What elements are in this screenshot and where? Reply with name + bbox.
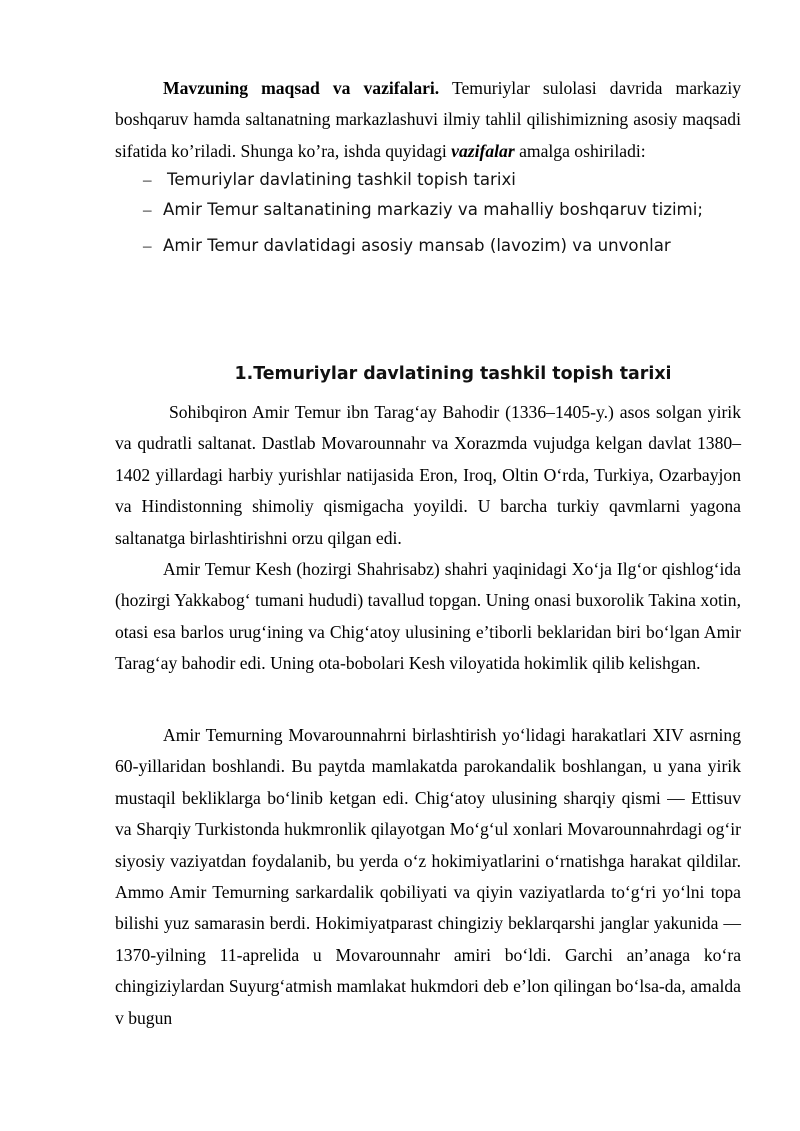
bullet-dash: – bbox=[143, 236, 152, 255]
task-item-label: Temuriylar davlatining tashkil topish tarixi bbox=[167, 170, 516, 189]
task-item bbox=[143, 200, 703, 236]
section-heading: 1.Temuriylar davlatining tashkil topish tarixi bbox=[234, 364, 672, 384]
body-paragraph: Sohibqiron Amir Temur ibn Tarag‘ay Bahodir (1336–1405-y.) asos solgan yirik va qudratli saltanat. Dastlab Movarounnahr va Xorazmda vujudga kelgan davlat 1380–1402 yillardagi harbiy yurishlar natijasida Eron, Iroq, Oltin O‘rda, Turkiya, Ozarbayjon va Hindistonning shimoliy qismigacha yoyildi. U barcha turkiy qavmlarni yagona saltanatga birlashtirishni orzu qilgan edi. bbox=[115, 402, 741, 548]
body-paragraph: Amir Temurning Movarounnahrni birlashtirish yo‘lidagi harakatlari XIV asrning 60-yillaridan boshlandi. Bu paytda mamlakatda parokandalik boshlangan, u yana yirik mustaqil bekliklarga bo‘linib ketgan edi. Chig‘atoy ulusining sharqiy qismi — Ettisuv va Sharqiy Turkistonda hukmronlik qilayotgan Mo‘g‘ul xonlari Movarounnahrdagi og‘ir siyosiy vaziyatdan foydalanib, bu yerda o‘z hokimiyatlarini o‘rnatishga harakat qildilar. Ammo Amir Temurning sarkardalik qobiliyati va qiyin vaziyatlarda to‘g‘ri yo‘lni topa bilishi yuz samarasin berdi. Hokimiyatparast chingiziy beklarqarshi janglar yakunida — 1370-yilning 11-aprelida u Movarounnahr amiri bo‘ldi. Garchi an’anaga ko‘ra chingiziylardan Suyurg‘atmish mamlakat hukmdori deb e’lon qilingan bo‘lsa-da, amalda v bugun bbox=[115, 725, 741, 1028]
task-list bbox=[143, 170, 703, 266]
intro-paragraph bbox=[115, 73, 741, 167]
bullet-dash: – bbox=[143, 170, 152, 189]
task-item bbox=[143, 170, 703, 200]
intro-text-after: amalga oshiriladi: bbox=[514, 140, 646, 161]
task-item-label: Amir Temur davlatidagi asosiy mansab (lavozim) va unvonlar bbox=[163, 236, 671, 255]
body-paragraph: Amir Temur Kesh (hozirgi Shahrisabz) shahri yaqinidagi Xo‘ja Ilg‘or qishlog‘ida (hozirgi Yakkabog‘ tumani hududi) tavallud topgan. Uning onasi buxorolik Takina xotin, otasi esa barlos urug‘ining va Chig‘atoy ulusining e’tiborli beklaridan biri bo‘lgan Amir Tarag‘ay bahodir edi. Uning ota-bobolari Kesh viloyatida hokimlik qilib kelishgan. bbox=[115, 559, 741, 674]
intro-label: Mavzuning maqsad va vazifalari. bbox=[163, 78, 440, 98]
task-item bbox=[143, 236, 703, 266]
intro-text-before: Temuriylar sulolasi davrida markaziy boshqaruv hamda saltanatning markazlashuvi ilmiy tahlil qilishimizning asosiy maqsadi sifatida ko’riladi. Shunga ko’ra, ishda quyidagi bbox=[115, 78, 742, 161]
bullet-dash: – bbox=[143, 200, 152, 219]
task-item-label: Amir Temur saltanatining markaziy va mahalliy boshqaruv tizimi; bbox=[163, 200, 703, 219]
intro-emphasis: vazifalar bbox=[451, 140, 515, 161]
